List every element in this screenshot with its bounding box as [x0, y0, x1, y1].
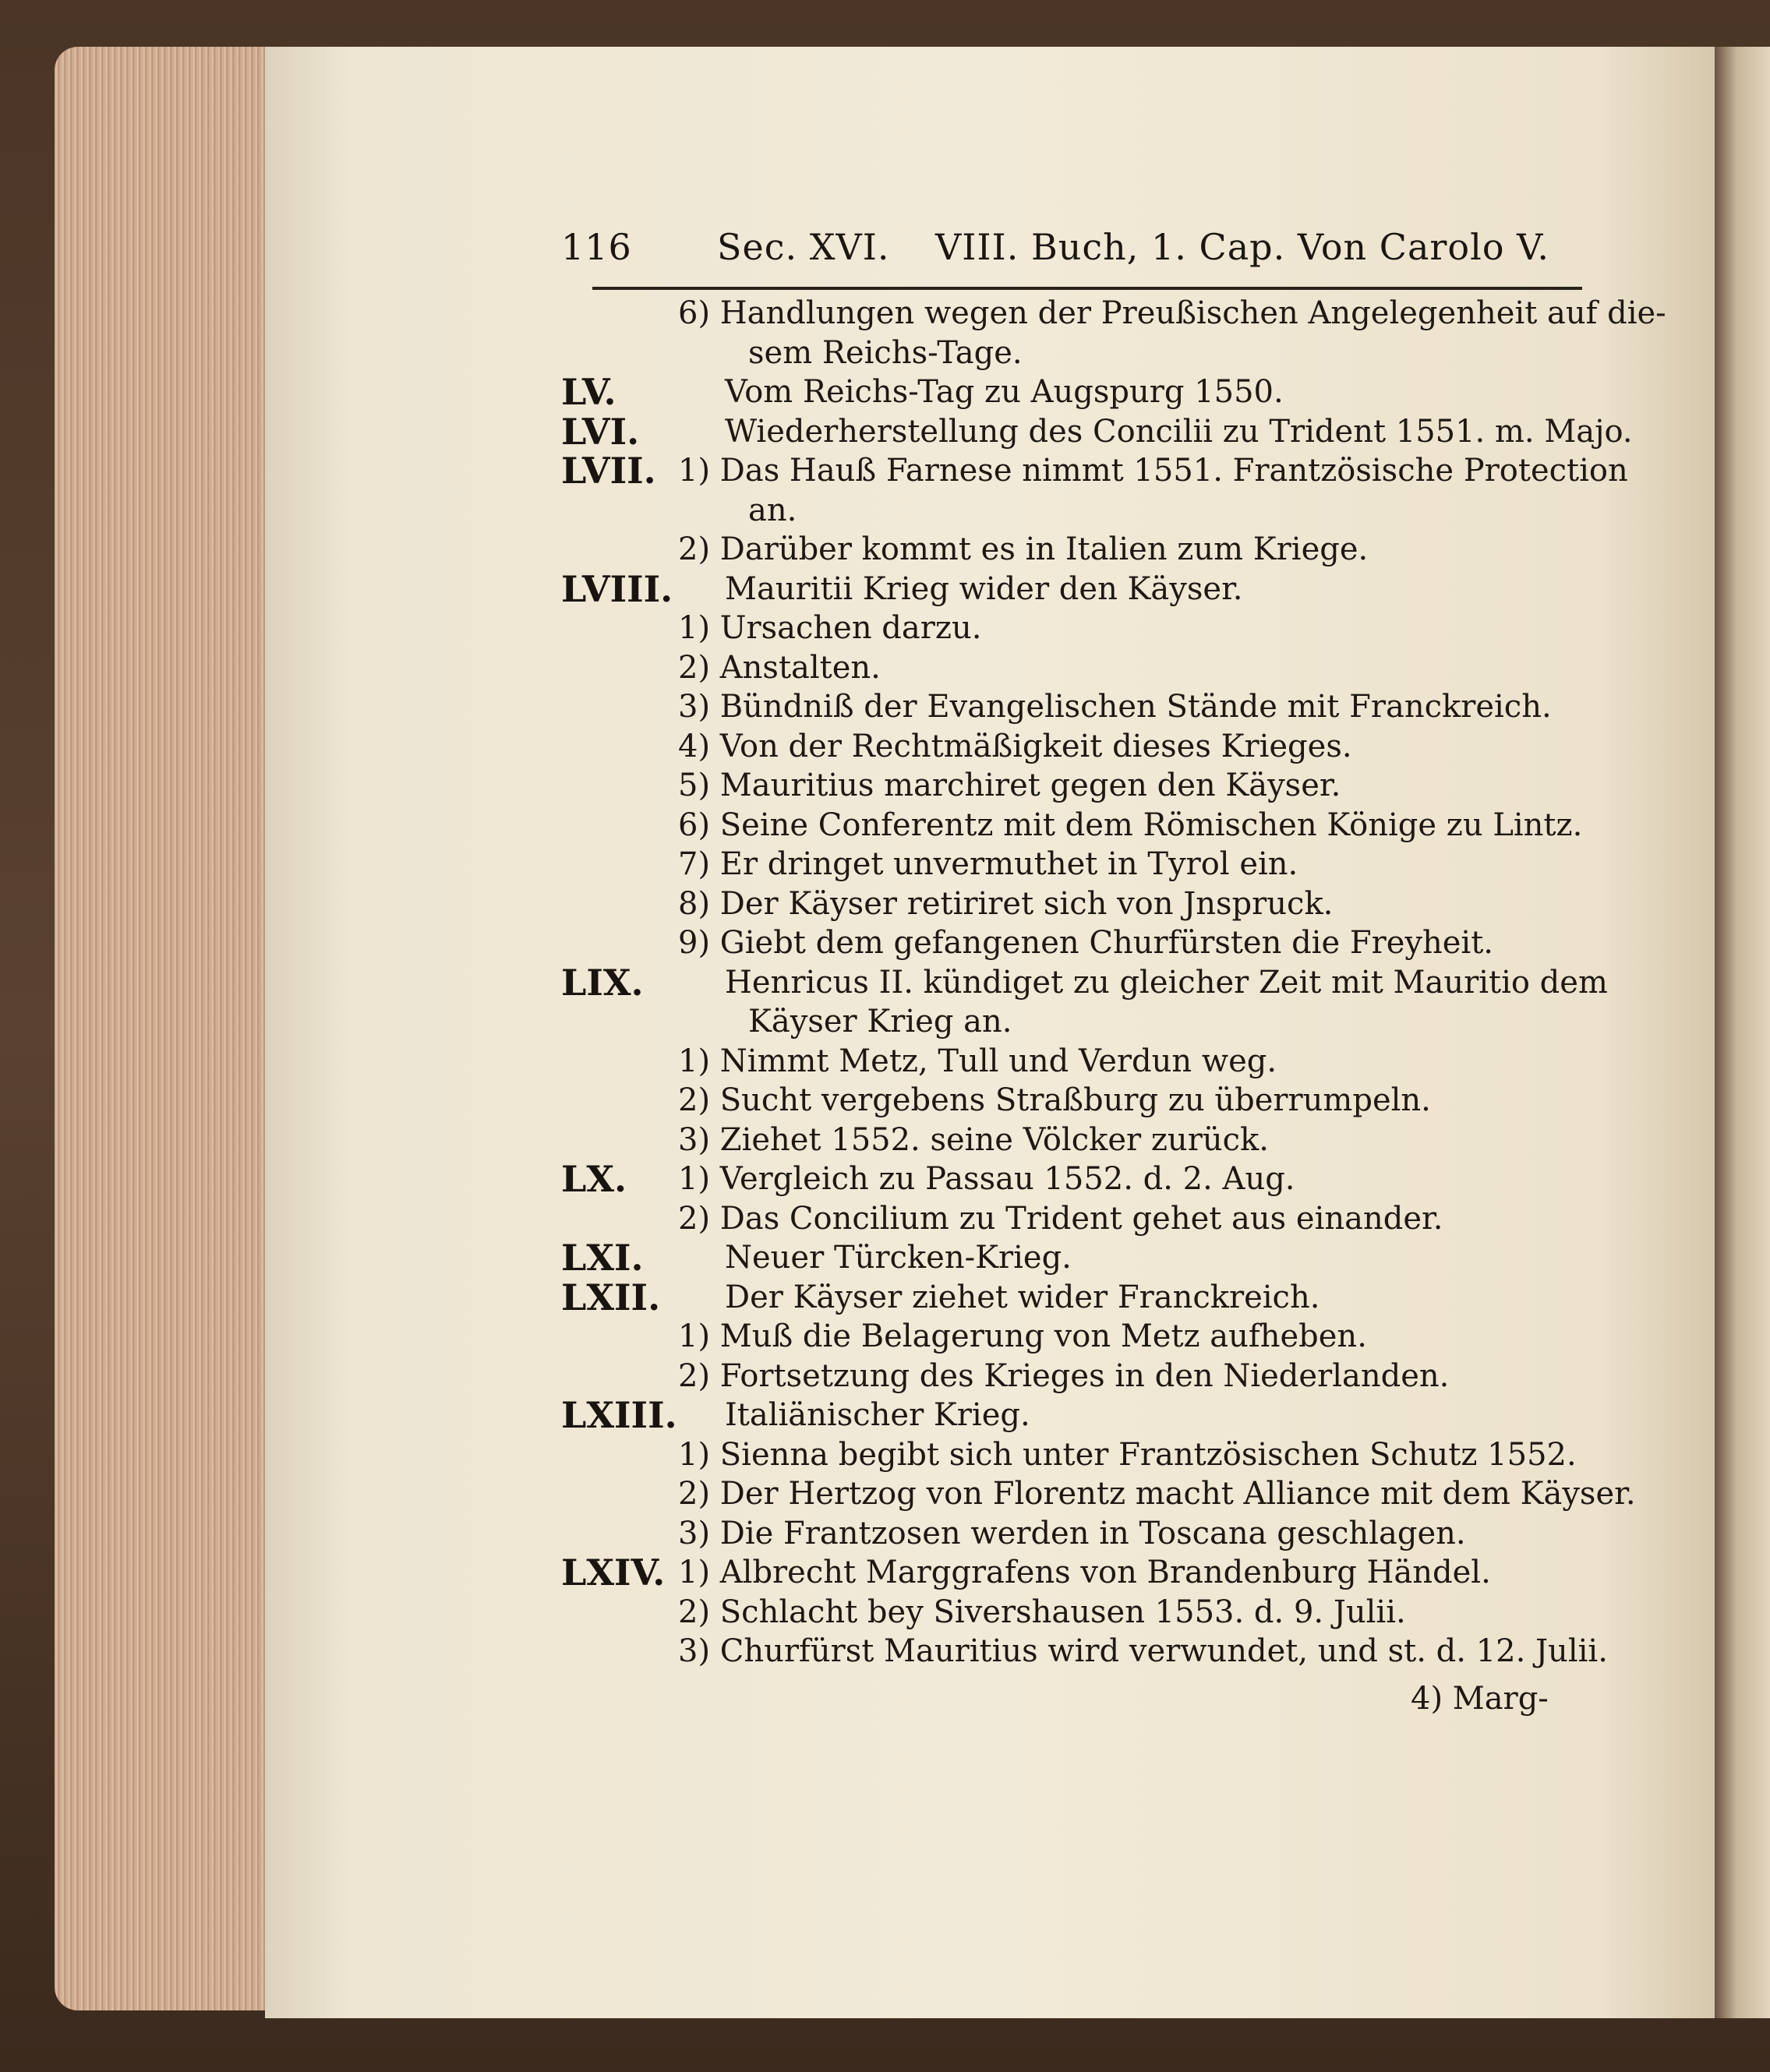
section-number: LIX.	[561, 961, 644, 1004]
entry-line: 1) Das Hauß Farnese nimmt 1551. Frantzösische Protection	[678, 453, 1628, 489]
entry-line: 6) Seine Conferentz mit dem Römischen Könige zu Lintz.	[678, 807, 1583, 843]
entry-line: 4) Von der Rechtmäßigkeit dieses Krieges.	[678, 728, 1352, 764]
entry-line: Italiänischer Krieg.	[725, 1397, 1030, 1433]
entry-line: 3) Ziehet 1552. seine Völcker zurück.	[678, 1121, 1269, 1158]
entry-line: 1) Muß die Belagerung von Metz aufheben.	[678, 1318, 1367, 1354]
entry-line: 1) Sienna begibt sich unter Frantzösischen Schutz 1552.	[678, 1436, 1577, 1473]
section-number: LXI.	[561, 1237, 644, 1279]
entry-line: Vom Reichs-Tag zu Augspurg 1550.	[725, 374, 1284, 410]
entry-line: 2) Fortsetzung des Krieges in den Niederlanden.	[678, 1357, 1450, 1394]
entry-line: Henricus II. kündiget zu gleicher Zeit mit Mauritio dem	[725, 964, 1608, 1001]
page-edges	[55, 47, 281, 2010]
entry-line: Käyser Krieg an.	[748, 1004, 1012, 1040]
page-number: 116	[561, 226, 632, 268]
section-number: LVIII.	[561, 567, 673, 610]
entry-line: 8) Der Käyser retiriret sich von Jnspruck.	[678, 885, 1334, 922]
section-number: LV.	[561, 371, 616, 413]
entry-line: 1) Vergleich zu Passau 1552. d. 2. Aug.	[678, 1161, 1295, 1197]
section-number: LXIV.	[561, 1551, 666, 1594]
entry-line: 6) Handlungen wegen der Preußischen Angelegenheit auf die-	[678, 295, 1666, 331]
entry-line: Neuer Türcken-Krieg.	[725, 1240, 1072, 1276]
entry-line: 2) Das Concilium zu Trident gehet aus einander.	[678, 1200, 1443, 1237]
entry-line: 2) Schlacht bey Sivershausen 1553. d. 9. Julii.	[678, 1594, 1406, 1630]
entry-line: 2) Der Hertzog von Florentz macht Alliance mit dem Käyser.	[678, 1476, 1636, 1512]
entry-line: 9) Giebt dem gefangenen Churfürsten die Freyheit.	[678, 925, 1494, 961]
entry-line: 2) Darüber kommt es in Italien zum Kriege.	[678, 531, 1369, 567]
entry-line: an.	[748, 492, 797, 528]
catchword: 4) Marg-	[1411, 1681, 1549, 1717]
entry-line: 7) Er dringet unvermuthet in Tyrol ein.	[678, 846, 1298, 882]
section-number: LXIII.	[561, 1394, 677, 1436]
section-number: LX.	[561, 1158, 627, 1200]
entry-line: 1) Ursachen darzu.	[678, 610, 982, 646]
entry-line: 5) Mauritius marchiret gegen den Käyser.	[678, 768, 1341, 803]
entry-line: 2) Sucht vergebens Straßburg zu überrumpeln.	[678, 1082, 1431, 1118]
section-number: LVI.	[561, 410, 640, 453]
section-number: LXII.	[561, 1276, 661, 1318]
section-label: Sec. XVI.	[717, 226, 890, 268]
entry-line: Mauritii Krieg wider den Käyser.	[725, 570, 1243, 607]
entry-line: 1) Nimmt Metz, Tull und Verdun weg.	[678, 1043, 1277, 1079]
entry-line: sem Reichs-Tage.	[748, 334, 1023, 371]
right-page-edge	[1715, 47, 1770, 2018]
chapter-title: VIII. Buch, 1. Cap. Von Carolo V.	[935, 226, 1549, 268]
entry-line: 1) Albrecht Marggrafens von Brandenburg Händel.	[678, 1555, 1491, 1590]
entry-line: 3) Bündniß der Evangelischen Stände mit Franckreich.	[678, 689, 1552, 725]
section-number: LVII.	[561, 450, 656, 492]
entry-line: 3) Churfürst Mauritius wird verwundet, und st. d. 12. Julii.	[678, 1633, 1608, 1669]
entry-line: Wiederherstellung des Concilii zu Trident 1551. m. Majo.	[725, 413, 1633, 450]
running-head	[561, 226, 1715, 281]
entry-line: 2) Anstalten.	[678, 649, 881, 686]
entry-line: 3) Die Frantzosen werden in Toscana geschlagen.	[678, 1515, 1466, 1551]
entry-line: Der Käyser ziehet wider Franckreich.	[725, 1279, 1320, 1315]
